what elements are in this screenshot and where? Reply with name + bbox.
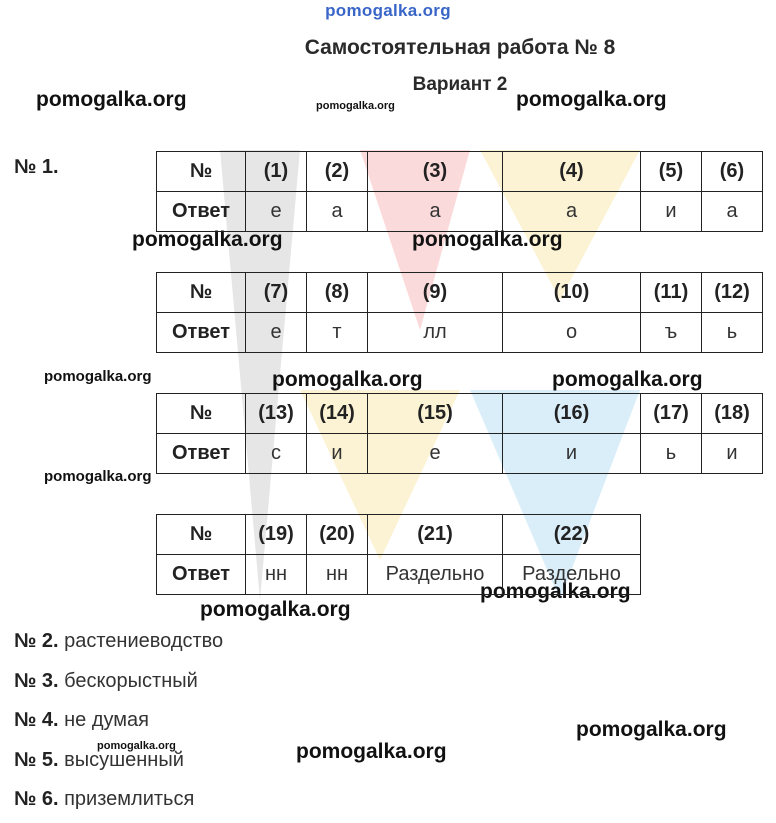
answer-text: высушенный: [64, 749, 184, 771]
answer-item: [14, 670, 198, 693]
watermark: pomogalka.org: [296, 740, 447, 763]
variant-subtitle: Вариант 2: [412, 74, 508, 95]
task-number: (16): [503, 394, 641, 434]
task-number: (19): [246, 515, 307, 555]
answer-cell: и: [307, 434, 368, 474]
task-number: (17): [641, 394, 702, 434]
page-title: Самостоятельная работа № 8: [304, 36, 616, 59]
task-number: (7): [246, 273, 307, 313]
number-header: №: [157, 273, 246, 313]
watermark: pomogalka.org: [97, 740, 176, 752]
task-number: (12): [702, 273, 763, 313]
answer-cell: е: [368, 434, 503, 474]
answer-text: приземлиться: [64, 788, 195, 810]
top-logo: pomogalka.org: [325, 1, 451, 20]
table-row: [157, 273, 763, 313]
answer-cell: нн: [246, 555, 307, 595]
task-number: (13): [246, 394, 307, 434]
answer-cell: и: [702, 434, 763, 474]
answer-table-3: [156, 393, 763, 474]
task-number: (2): [307, 152, 368, 192]
task-number: (8): [307, 273, 368, 313]
task-number: (6): [702, 152, 763, 192]
task-number: (3): [368, 152, 503, 192]
answer-cell: о: [503, 313, 641, 353]
watermark: pomogalka.org: [516, 88, 667, 111]
answer-text: не думая: [64, 709, 149, 731]
answer-cell: е: [246, 313, 307, 353]
answer-table-2: [156, 272, 763, 353]
watermark: pomogalka.org: [44, 468, 152, 485]
answer-cell: а: [307, 192, 368, 232]
answer-label: № 4.: [14, 709, 59, 731]
watermark: pomogalka.org: [44, 368, 152, 385]
number-header: №: [157, 515, 246, 555]
task-number: (10): [503, 273, 641, 313]
answer-label: № 3.: [14, 670, 59, 692]
table-row: [157, 555, 641, 595]
answer-cell: Раздельно: [368, 555, 503, 595]
task-1-label: № 1.: [14, 156, 59, 178]
answer-item: [14, 709, 149, 732]
answer-text: бескорыстный: [64, 670, 198, 692]
answer-label: № 2.: [14, 630, 59, 652]
answer-cell: е: [246, 192, 307, 232]
table-row: [157, 394, 763, 434]
watermark: pomogalka.org: [480, 580, 631, 603]
answer-cell: ь: [702, 313, 763, 353]
task-number: (21): [368, 515, 503, 555]
task-number: (11): [641, 273, 702, 313]
task-number: (14): [307, 394, 368, 434]
table-row: [157, 434, 763, 474]
answer-item: [14, 749, 184, 772]
watermark: pomogalka.org: [132, 228, 283, 251]
watermark: pomogalka.org: [316, 100, 395, 112]
answer-item: [14, 630, 223, 653]
answer-cell: Раздельно: [503, 555, 641, 595]
watermark: pomogalka.org: [36, 88, 187, 111]
answer-cell: нн: [307, 555, 368, 595]
answer-cell: т: [307, 313, 368, 353]
table-row: [157, 192, 763, 232]
answer-cell: а: [368, 192, 503, 232]
table-row: [157, 152, 763, 192]
answer-text: растениеводство: [64, 630, 224, 652]
answer-cell: с: [246, 434, 307, 474]
answer-label: № 5.: [14, 749, 59, 771]
answer-item: [14, 788, 194, 811]
answer-header: Ответ: [157, 555, 246, 595]
task-number: (5): [641, 152, 702, 192]
task-number: (20): [307, 515, 368, 555]
answer-cell: и: [641, 192, 702, 232]
task-number: (18): [702, 394, 763, 434]
number-header: №: [157, 394, 246, 434]
answer-cell: лл: [368, 313, 503, 353]
watermark: pomogalka.org: [272, 368, 423, 391]
watermark: pomogalka.org: [412, 228, 563, 251]
answer-header: Ответ: [157, 192, 246, 232]
answer-table-1: [156, 151, 763, 232]
answer-cell: ъ: [641, 313, 702, 353]
task-number: (9): [368, 273, 503, 313]
task-number: (22): [503, 515, 641, 555]
answer-header: Ответ: [157, 434, 246, 474]
answer-header: Ответ: [157, 313, 246, 353]
watermark: pomogalka.org: [200, 598, 351, 621]
answer-cell: и: [503, 434, 641, 474]
task-number: (4): [503, 152, 641, 192]
task-number: (15): [368, 394, 503, 434]
answer-cell: ь: [641, 434, 702, 474]
answer-table-4: [156, 514, 641, 595]
answer-cell: а: [702, 192, 763, 232]
watermark: pomogalka.org: [576, 718, 727, 741]
table-row: [157, 313, 763, 353]
number-header: №: [157, 152, 246, 192]
answer-label: № 6.: [14, 788, 59, 810]
answer-cell: а: [503, 192, 641, 232]
task-number: (1): [246, 152, 307, 192]
watermark: pomogalka.org: [552, 368, 703, 391]
table-row: [157, 515, 641, 555]
